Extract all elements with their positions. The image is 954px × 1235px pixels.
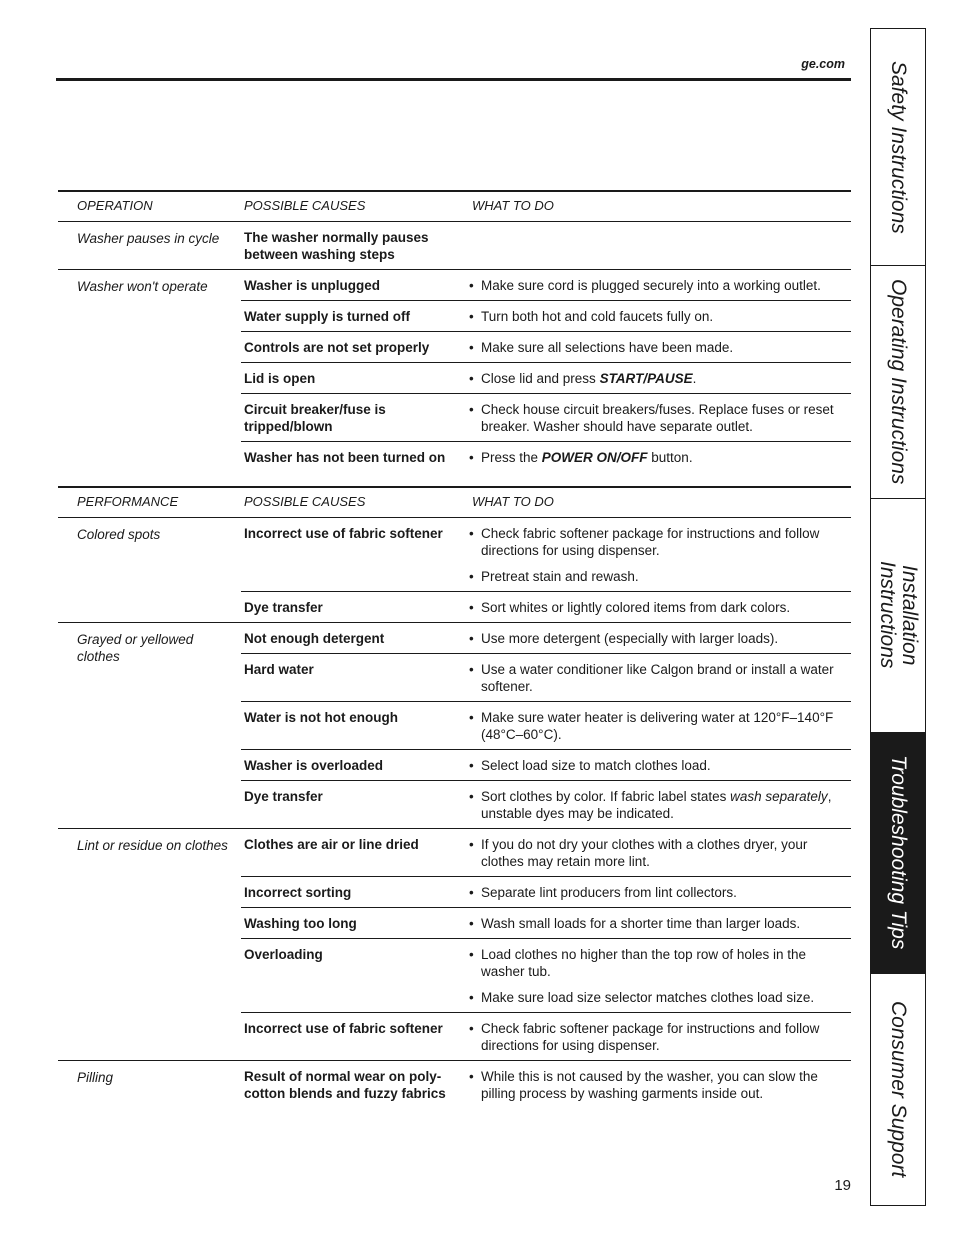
table-header: [58, 486, 851, 518]
symptom-group: [58, 829, 851, 1061]
possible-cause: Incorrect sorting: [244, 885, 352, 900]
symptom-label: Grayed or yellowed clothes: [77, 632, 194, 664]
symptom-label: Colored spots: [77, 527, 161, 542]
header-what-to-do: WHAT TO DO: [472, 494, 554, 509]
what-to-do: [469, 788, 851, 822]
operation-table: [58, 190, 851, 472]
section-tab-label: Installation Instructions: [876, 561, 921, 669]
table-body: [58, 222, 851, 472]
action-item: • Press the POWER ON/OFF button.: [469, 449, 851, 466]
table-row: [241, 781, 851, 828]
header-possible-causes: POSSIBLE CAUSES: [244, 494, 366, 509]
possible-cause: Washer is unplugged: [244, 278, 381, 293]
what-to-do: [469, 915, 851, 932]
cause-list: [241, 623, 851, 828]
page-number: 19: [834, 1177, 851, 1194]
symptom-group: [58, 518, 851, 623]
what-to-do: [469, 630, 851, 647]
table-row: [241, 623, 851, 654]
header-performance: PERFORMANCE: [77, 494, 179, 509]
table-row: [241, 939, 851, 1013]
table-row: [241, 877, 851, 908]
table-row: [241, 592, 851, 622]
table-row: [241, 301, 851, 332]
possible-cause: Washer has not been turned on: [244, 450, 446, 465]
action-item: • Close lid and press START/PAUSE.: [469, 370, 851, 387]
action-item: • If you do not dry your clothes with a clothes dryer, your clothes may retain more lint.: [469, 836, 851, 870]
what-to-do: [469, 449, 851, 466]
what-to-do: [469, 308, 851, 325]
what-to-do: [469, 884, 851, 901]
possible-cause: Hard water: [244, 662, 314, 677]
action-item: • Make sure water heater is delivering water at 120°F–140°F (48°C–60°C).: [469, 709, 851, 743]
action-item: • While this is not caused by the washer, you can slow the pilling process by washing garments inside out.: [469, 1068, 851, 1102]
possible-cause: Controls are not set properly: [244, 340, 430, 355]
action-item: • Turn both hot and cold faucets fully on.: [469, 308, 851, 325]
action-item: • Wash small loads for a shorter time than larger loads.: [469, 915, 851, 932]
header-rule: [56, 78, 851, 81]
button-name: START/PAUSE: [599, 371, 693, 386]
possible-cause: Overloading: [244, 947, 323, 962]
what-to-do: [469, 599, 851, 616]
possible-cause: Incorrect use of fabric softener: [244, 526, 443, 541]
table-row: [241, 654, 851, 702]
action-item: • Sort whites or lightly colored items from dark colors.: [469, 599, 851, 616]
table-row: [241, 270, 851, 301]
section-tab[interactable]: [871, 29, 925, 266]
possible-cause: Washing too long: [244, 916, 357, 931]
table-row: [241, 750, 851, 781]
table-row: [241, 1013, 851, 1060]
site-url[interactable]: ge.com: [801, 57, 845, 71]
action-item: • Pretreat stain and rewash.: [469, 568, 851, 585]
cause-list: [241, 829, 851, 1060]
emphasis: wash separately: [730, 789, 828, 804]
section-tab-label: Troubleshooting Tips: [887, 755, 910, 950]
action-item: • Separate lint producers from lint collectors.: [469, 884, 851, 901]
table-row: [241, 518, 851, 592]
what-to-do: [469, 339, 851, 356]
possible-cause: Washer is overloaded: [244, 758, 384, 773]
symptom-group: [58, 222, 851, 270]
action-item: • Select load size to match clothes load.: [469, 757, 851, 774]
possible-cause: Lid is open: [244, 371, 316, 386]
action-item: • Check fabric softener package for instructions and follow directions for using dispenser.: [469, 1020, 851, 1054]
table-row: [241, 1061, 851, 1108]
section-tab-label: Safety Instructions: [887, 60, 910, 234]
action-item: • Make sure cord is plugged securely into a working outlet.: [469, 277, 851, 294]
possible-cause: Water supply is turned off: [244, 309, 411, 324]
table-row: [241, 222, 851, 269]
cause-list: [241, 222, 851, 269]
table-header: [58, 190, 851, 222]
symptom-group: [58, 1061, 851, 1108]
table-body: [58, 518, 851, 1108]
symptom-label: Washer pauses in cycle: [77, 231, 220, 246]
symptom-group: [58, 623, 851, 829]
possible-cause: Clothes are air or line dried: [244, 837, 419, 852]
action-item: • Use a water conditioner like Calgon brand or install a water softener.: [469, 661, 851, 695]
cause-list: [241, 270, 851, 472]
cause-list: [241, 1061, 851, 1108]
possible-cause: The washer normally pauses between washing steps: [244, 230, 429, 262]
possible-cause: Circuit breaker/fuse is tripped/blown: [244, 402, 386, 434]
possible-cause: Water is not hot enough: [244, 710, 398, 725]
table-row: [241, 363, 851, 394]
header-operation: OPERATION: [77, 198, 153, 213]
possible-cause: Incorrect use of fabric softener: [244, 1021, 443, 1036]
what-to-do: [469, 836, 851, 870]
section-tab[interactable]: [871, 265, 925, 499]
what-to-do: [469, 757, 851, 774]
section-tab-label: Operating Instructions: [887, 278, 910, 485]
section-tab[interactable]: [871, 973, 925, 1205]
table-row: [241, 702, 851, 750]
action-item: • Use more detergent (especially with larger loads).: [469, 630, 851, 647]
what-to-do: [469, 709, 851, 743]
what-to-do: [469, 401, 851, 435]
possible-cause: Dye transfer: [244, 789, 323, 804]
what-to-do: [469, 370, 851, 387]
section-tab[interactable]: [871, 498, 925, 733]
action-item: • Load clothes no higher than the top row of holes in the washer tub.: [469, 946, 851, 980]
table-row: [241, 908, 851, 939]
table-row: [241, 332, 851, 363]
section-tab-label: Consumer Support: [887, 1000, 910, 1178]
action-item: • Make sure load size selector matches clothes load size.: [469, 989, 851, 1006]
section-tab[interactable]: [871, 732, 925, 974]
what-to-do: [469, 1068, 851, 1102]
table-row: [241, 394, 851, 442]
what-to-do: [469, 946, 851, 1006]
what-to-do: [469, 661, 851, 695]
what-to-do: [469, 525, 851, 585]
section-tabs: [870, 28, 926, 1206]
header-what-to-do: WHAT TO DO: [472, 198, 554, 213]
symptom-label: Lint or residue on clothes: [77, 838, 228, 853]
table-row: [241, 442, 851, 472]
what-to-do: [469, 1020, 851, 1054]
action-item: • Sort clothes by color. If fabric label states wash separately, unstable dyes may be indicated.: [469, 788, 851, 822]
header-possible-causes: POSSIBLE CAUSES: [244, 198, 366, 213]
performance-table: [58, 486, 851, 1108]
action-item: • Check house circuit breakers/fuses. Replace fuses or reset breaker. Washer should have separate outlet.: [469, 401, 851, 435]
symptom-label: Pilling: [77, 1070, 114, 1085]
action-item: • Make sure all selections have been made.: [469, 339, 851, 356]
possible-cause: Not enough detergent: [244, 631, 385, 646]
what-to-do: [469, 229, 851, 263]
cause-list: [241, 518, 851, 622]
what-to-do: [469, 277, 851, 294]
symptom-group: [58, 270, 851, 472]
possible-cause: Result of normal wear on poly-cotton blends and fuzzy fabrics: [244, 1069, 446, 1101]
button-name: POWER ON/OFF: [541, 450, 648, 465]
symptom-label: Washer won't operate: [77, 279, 208, 294]
possible-cause: Dye transfer: [244, 600, 323, 615]
table-row: [241, 829, 851, 877]
action-item: • Check fabric softener package for instructions and follow directions for using dispenser.: [469, 525, 851, 559]
